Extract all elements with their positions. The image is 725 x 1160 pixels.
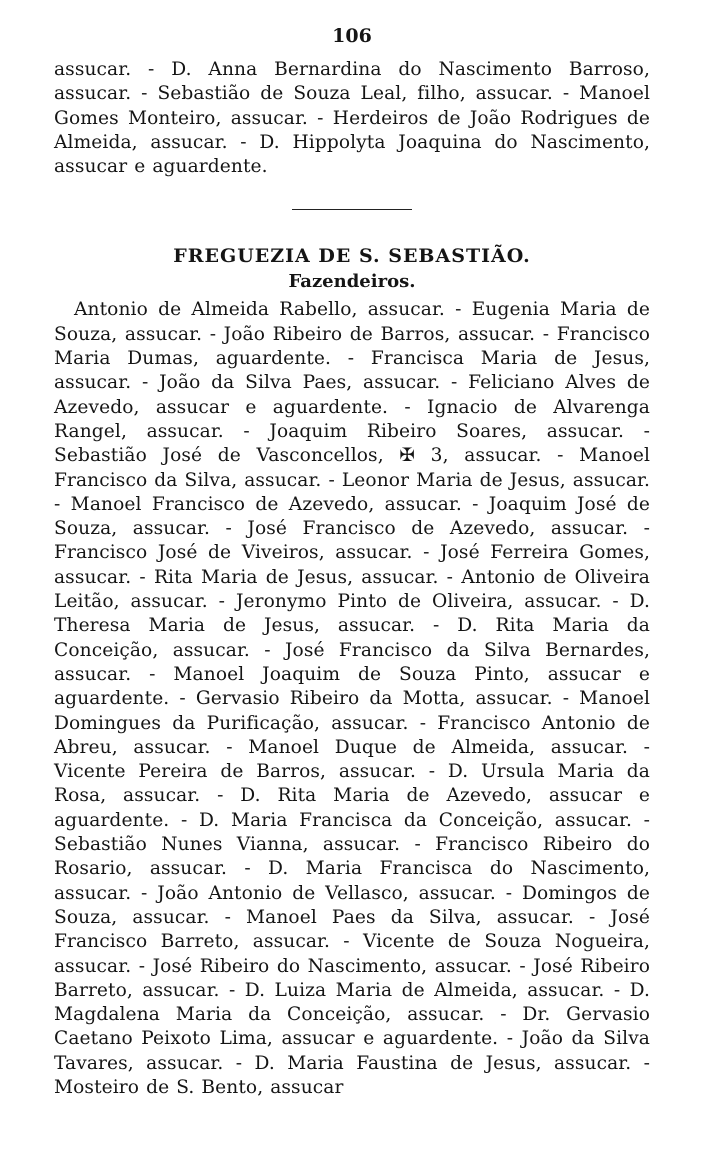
document-page (54, 24, 650, 1100)
section-title: FREGUEZIA DE S. SEBASTIÃO. (173, 245, 531, 268)
page-number: 106 (332, 25, 372, 47)
section-subtitle: Fazendeiros. (288, 271, 416, 293)
intro-paragraph: assucar. - D. Anna Bernardina do Nascimento Barroso, assucar. - Sebastião de Souza Leal, filho, assucar. - Manoel Gomes Monteiro, assucar. - Herdeiros de João Rodrigues de Almeida, assucar. - D. Hippolyta Joaquina do Nascimento, assucar e aguardente. (54, 59, 650, 178)
section-divider (292, 209, 412, 210)
section-body: Antonio de Almeida Rabello, assucar. - Eugenia Maria de Souza, assucar. - João Ribeiro de Barros, assucar. - Francisco Maria Dumas, aguardente. - Francisca Maria de Jesus, assucar. - João da Silva Paes, assucar. - Feliciano Alves de Azevedo, assucar e aguardente. - Ignacio de Alvarenga Rangel, assucar. - Joaquim Ribeiro Soares, assucar. - Sebastião José de Vasconcellos, ✠ 3, assucar. - Manoel Francisco da Silva, assucar. - Leonor Maria de Jesus, assucar. - Manoel Francisco de Azevedo, assucar. - Joaquim José de Souza, assucar. - José Francisco de Azevedo, assucar. - Francisco José de Viveiros, assucar. - José Ferreira Gomes, assucar. - Rita Maria de Jesus, assucar. - Antonio de Oliveira Leitão, assucar. - Jeronymo Pinto de Oliveira, assucar. - D. Theresa Maria de Jesus, assucar. - D. Rita Maria da Conceição, assucar. - José Francisco da Silva Bernardes, assucar. - Manoel Joaquim de Souza Pinto, assucar e aguardente. - Gervasio Ribeiro da Motta, assucar. - Manoel Domingues da Purificação, assucar. - Francisco Antonio de Abreu, assucar. - Manoel Duque de Almeida, assucar. - Vicente Pereira de Barros, assucar. - D. Ursula Maria da Rosa, assucar. - D. Rita Maria de Azevedo, assucar e aguardente. - D. Maria Francisca da Conceição, assucar. - Sebastião Nunes Vianna, assucar. - Francisco Ribeiro do Rosario, assucar. - D. Maria Francisca do Nascimento, assucar. - João Antonio de Vellasco, assucar. - Domingos de Souza, assucar. - Manoel Paes da Silva, assucar. - José Francisco Barreto, assucar. - Vicente de Souza Nogueira, assucar. - José Ribeiro do Nascimento, assucar. - José Ribeiro Barreto, assucar. - D. Luiza Maria de Almeida, assucar. - D. Magdalena Maria da Conceição, assucar. - Dr. Gervasio Caetano Peixoto Lima, assucar e aguardente. - João da Silva Tavares, assucar. - D. Maria Faustina de Jesus, assucar. - Mosteiro de S. Bento, assucar (54, 299, 650, 1098)
